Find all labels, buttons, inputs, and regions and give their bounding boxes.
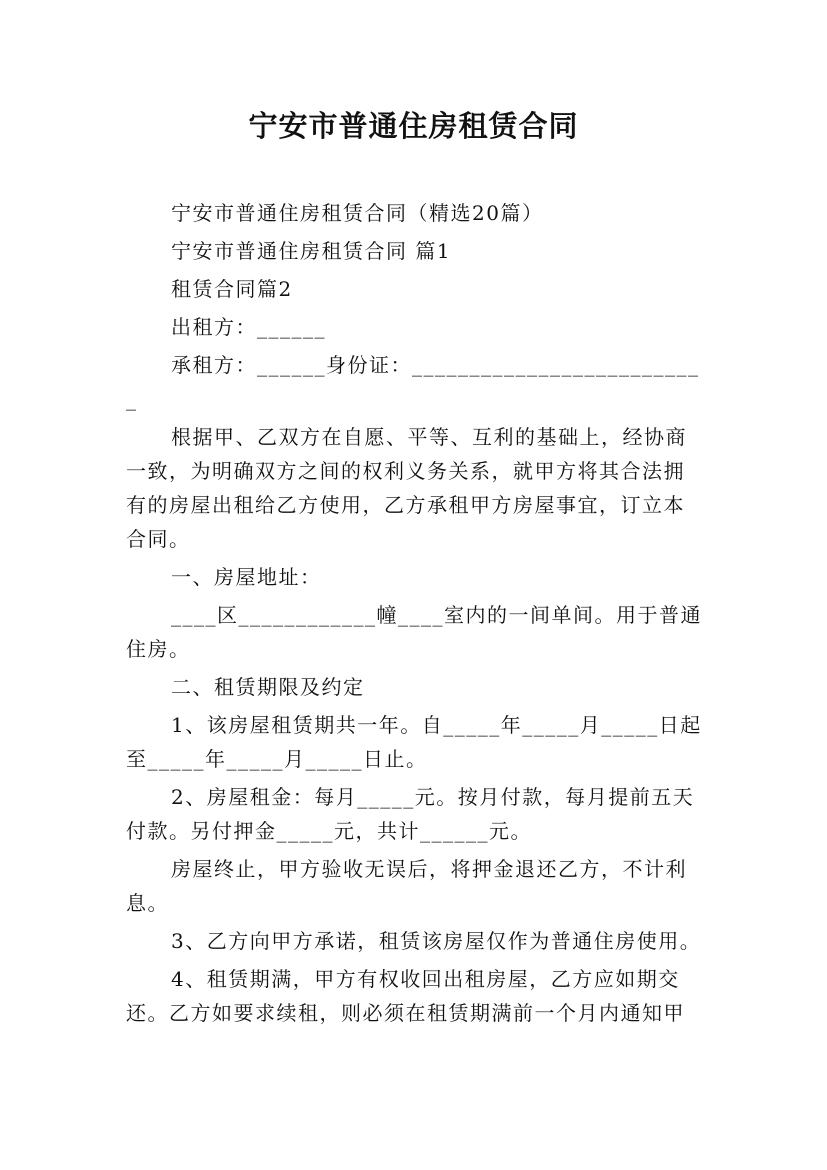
paragraph-address-heading: 一、房屋地址： [171, 565, 322, 589]
document-body [126, 196, 706, 1034]
paragraph-section-1-heading: 宁安市普通住房租赁合同 篇1 [171, 239, 452, 263]
paragraph-deposit-return: 房屋终止，甲方验收无误后，将押金退还乙方，不计利息。 [126, 857, 687, 915]
paragraph-address: ____区____________幢____室内的一间单间。用于普通住房。 [126, 603, 702, 661]
document-title: 宁安市普通住房租赁合同 [248, 109, 579, 143]
paragraph-section-2-heading: 租赁合同篇2 [171, 277, 293, 301]
paragraph-lessor: 出租方：______ [171, 315, 326, 339]
paragraph-preamble: 根据甲、乙双方在自愿、平等、互利的基础上，经协商一致，为明确双方之间的权利义务关系，就甲方将其合法拥有的房屋出租给乙方使用，乙方承租甲方房屋事宜，订立本合同。 [126, 425, 687, 551]
paragraph-usage: 3、乙方向甲方承诺，租赁该房屋仅作为普通住房使用。 [171, 929, 702, 953]
paragraph-renewal: 4、租赁期满，甲方有权收回出租房屋，乙方应如期交还。乙方如要求续租，则必须在租赁期满前一个月内通知甲 [126, 967, 685, 1025]
paragraph-lessee: 承租方：______身份证：__________________________ [126, 353, 700, 411]
paragraph-term-heading: 二、租赁期限及约定 [171, 675, 365, 699]
paragraph-term: 1、该房屋租赁期共一年。自_____年_____月_____日起至_____年_____月_____日止。 [126, 713, 702, 771]
paragraph-collection-title: 宁安市普通住房租赁合同（精选20篇） [171, 201, 544, 225]
paragraph-rent: 2、房屋租金：每月_____元。按月付款，每月提前五天付款。另付押金_____元，共计______元。 [126, 785, 695, 843]
